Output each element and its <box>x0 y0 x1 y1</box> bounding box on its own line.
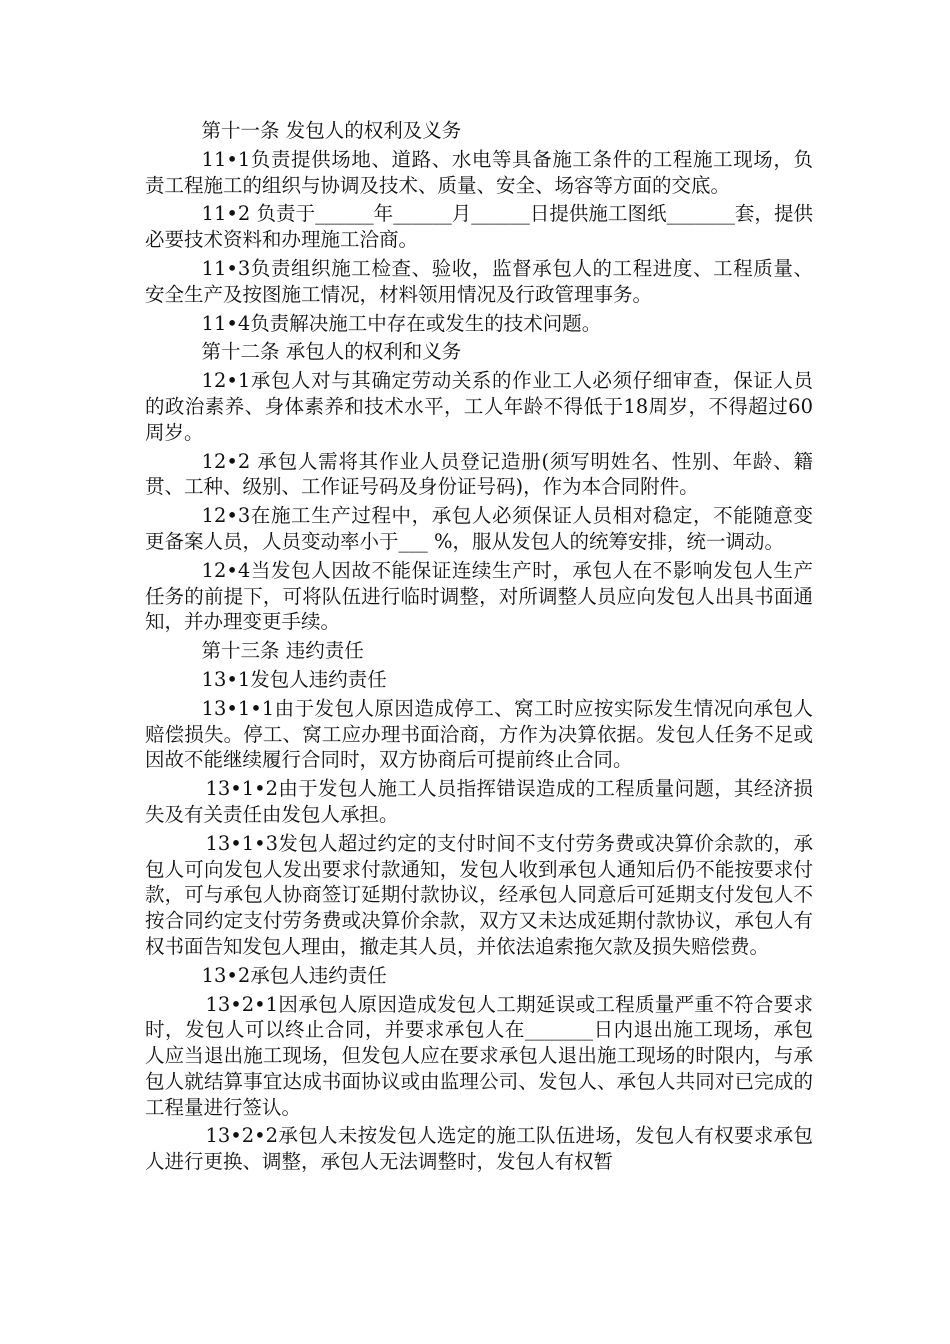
clause-11-1: 11•1负责提供场地、道路、水电等具备施工条件的工程施工现场，负责工程施工的组织与协调及技术、质量、安全、场容等方面的交底。 <box>145 147 813 197</box>
clause-12-1: 12•1承包人对与其确定劳动关系的作业工人必须仔细审查，保证人员的政治素养、身体素养和技术水平，工人年龄不得低于18周岁，不得超过60周岁。 <box>145 369 813 444</box>
clause-13-2-2: 13•2•2承包人未按发包人选定的施工队伍进场，发包人有权要求承包人进行更换、调整，承包人无法调整时，发包人有权暂 <box>145 1124 813 1174</box>
article-13-heading: 第十三条 违约责任 <box>201 639 364 663</box>
article-11-heading: 第十一条 发包人的权利及义务 <box>201 119 462 142</box>
clause-13-1: 13•1发包人违约责任 <box>201 667 387 691</box>
clause-13-1-1: 13•1•1由于发包人原因造成停工、窝工时应按实际发生情况向承包人赔偿损失。停工、窝工应办理书面洽商，方作为决算依据。发包人任务不足或因故不能继续履行合同时，双方协商后可提前终止合同。 <box>145 696 813 772</box>
article-12-heading: 第十二条 承包人的权利和义务 <box>201 340 462 364</box>
clause-12-4: 12•4当发包人因故不能保证连续生产时，承包人在不影响发包人生产任务的前提下，可将队伍进行临时调整，对所调整人员应向发包人出具书面通知，并办理变更手续。 <box>145 558 813 634</box>
clause-13-2-1: 13•2•1因承包人原因造成发包人工期延误或工程质量严重不符合要求时，发包人可以终止合同，并要求承包人在_______日内退出施工现场，承包人应当退出施工现场，但发包人应在要求承包人退出施工现场的时限内，与承包人就结算事宜达成书面协议或由监理公司、发包人、承包人共同对已完成的工程量进行签认。 <box>145 992 813 1119</box>
document-page <box>145 118 813 1178</box>
clause-13-1-3: 13•1•3发包人超过约定的支付时间不支付劳务费或决算价余款的，承包人可向发包人发出要求付款通知，发包人收到承包人通知后仍不能按要求付款，可与承包人协商签订延期付款协议，经承包人同意后可延期支付发包人不按合同约定支付劳务费或决算价余款，双方又未达成延期付款协议，承包人有权书面告知发包人理由，撤走其人员，并依法追索拖欠款及损失赔偿费。 <box>145 831 813 958</box>
clause-12-3: 12•3在施工生产过程中，承包人必须保证人员相对稳定，不能随意变更备案人员，人员变动率小于___ %，服从发包人的统筹安排，统一调动。 <box>145 504 813 553</box>
clause-11-2: 11•2 负责于______年______月______日提供施工图纸_______套，提供必要技术资料和办理施工洽商。 <box>145 202 813 252</box>
clause-11-3: 11•3负责组织施工检查、验收，监督承包人的工程进度、工程质量、安全生产及按图施工情况，材料领用情况及行政管理事务。 <box>145 256 813 306</box>
clause-12-2: 12•2 承包人需将其作业人员登记造册(须写明姓名、性别、年龄、籍贯、工种、级别、工作证号码及身份证号码)，作为本合同附件。 <box>145 449 813 499</box>
clause-13-2: 13•2承包人违约责任 <box>201 963 387 987</box>
clause-11-4: 11•4负责解决施工中存在或发生的技术问题。 <box>201 311 602 335</box>
clause-13-1-2: 13•1•2由于发包人施工人员指挥错误造成的工程质量问题，其经济损失及有关责任由发包人承担。 <box>145 777 813 826</box>
